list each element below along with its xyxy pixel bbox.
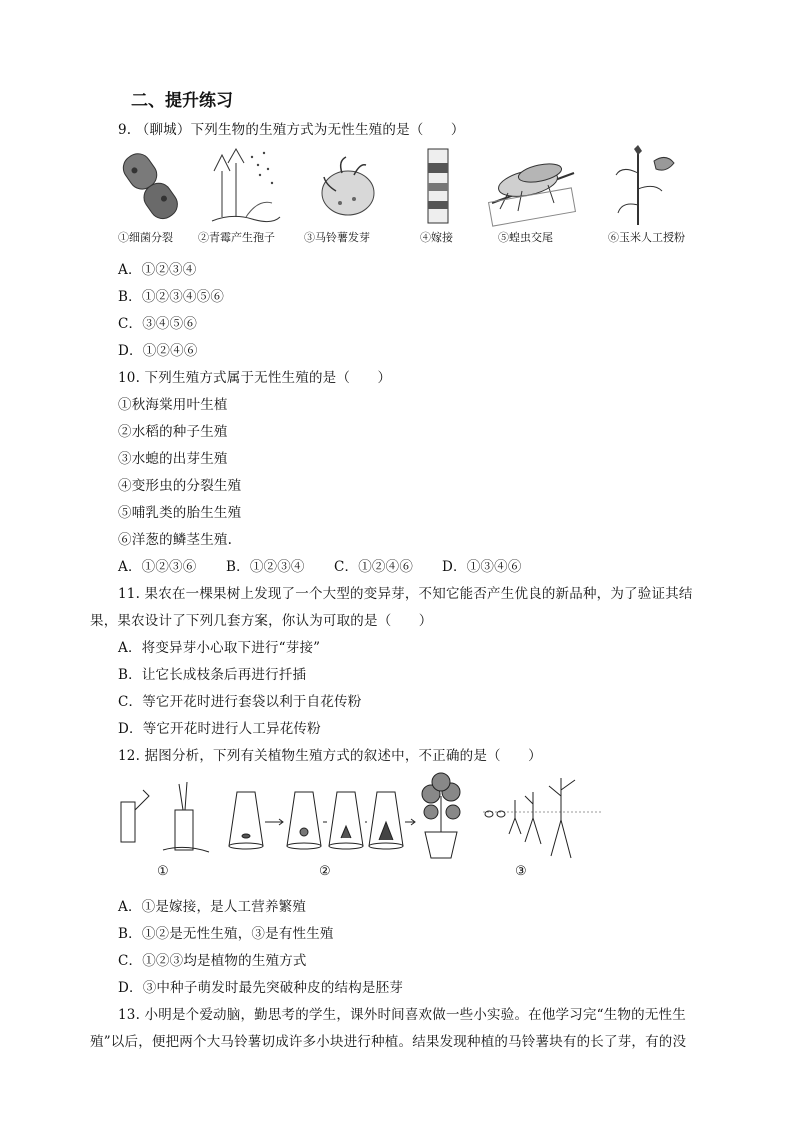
q12-option-a: A．①是嫁接，是人工营养繁殖 <box>118 899 307 915</box>
q11-stem-line1: 11. 果农在一棵果树上发现了一个大型的变异芽，不知它能否产生优良的新品种，为了验证其结 <box>118 586 693 602</box>
q9-option-b: B．①②③④⑤⑥ <box>118 289 225 305</box>
q9-caption-3: ③马铃薯发芽 <box>304 231 370 244</box>
q10-option-c: C．①②④⑥ <box>334 559 414 575</box>
q9-caption-1: ①细菌分裂 <box>118 231 173 244</box>
q10-option-b: B．①②③④ <box>226 559 305 575</box>
q11-option-c: C．等它开花时进行套袋以利于自花传粉 <box>118 694 362 710</box>
bacteria-division-image <box>112 143 192 227</box>
q13-line2: 殖”以后，便把两个大马铃薯切成许多小块进行种植。结果发现种植的马铃薯块有的长了芽，有的没 <box>90 1034 687 1050</box>
potato-sprout-image <box>308 143 388 227</box>
q10-item-3: ③水螅的出芽生殖 <box>118 451 228 467</box>
q9-option-c: C．③④⑤⑥ <box>118 316 198 332</box>
q13-line1: 13. 小明是个爱动脑，勤思考的学生，课外时间喜欢做一些小实验。在他学习完“生物的无性生 <box>118 1007 686 1023</box>
q12-option-c: C．①②③均是植物的生殖方式 <box>118 953 307 969</box>
q12-option-b: B．①②是无性生殖，③是有性生殖 <box>118 926 334 942</box>
q10-item-2: ②水稻的种子生殖 <box>118 424 228 440</box>
q12-label-1: ① <box>157 864 169 879</box>
q10-option-d: D．①③④⑥ <box>442 559 522 575</box>
q9-option-d: D．①②④⑥ <box>118 343 198 359</box>
q11-option-a: A．将变异芽小心取下进行“芽接” <box>118 640 321 656</box>
q12-label-2: ② <box>319 864 331 879</box>
locust-mating-image <box>488 143 578 227</box>
q11-option-d: D．等它开花时进行人工异花传粉 <box>118 721 321 737</box>
q9-caption-2: ②青霉产生孢子 <box>198 231 275 244</box>
q12-option-d: D．③中种子萌发时最先突破种皮的结构是胚芽 <box>118 980 404 996</box>
grafting-image <box>414 143 464 227</box>
q10-item-1: ①秋海棠用叶生植 <box>118 397 228 413</box>
q9-caption-4: ④嫁接 <box>420 231 453 244</box>
q10-option-a: A．①②③⑥ <box>118 559 197 575</box>
q9-caption-5: ⑤蝗虫交尾 <box>498 231 553 244</box>
q9-figure-row <box>112 143 702 253</box>
q11-stem-line2: 果，果农设计了下列几套方案，你认为可取的是（ ） <box>90 613 433 629</box>
corn-pollination-image <box>608 143 688 227</box>
section-title: 二、提升练习 <box>131 91 233 111</box>
q9-option-a: A．①②③④ <box>118 262 197 278</box>
q11-option-b: B．让它长成枝条后再进行扦插 <box>118 667 307 683</box>
q9-caption-6: ⑥玉米人工授粉 <box>608 231 685 244</box>
penicillium-spores-image <box>202 143 282 227</box>
q10-stem: 10. 下列生殖方式属于无性生殖的是（ ） <box>118 370 392 386</box>
q10-item-4: ④变形虫的分裂生殖 <box>118 478 242 494</box>
q9-stem: 9. （聊城）下列生物的生殖方式为无性生殖的是（ ） <box>118 122 465 138</box>
q12-figure <box>113 772 603 882</box>
q10-item-6: ⑥洋葱的鳞茎生殖. <box>118 532 233 548</box>
q12-label-3: ③ <box>515 864 527 879</box>
q10-item-5: ⑤哺乳类的胎生生殖 <box>118 505 242 521</box>
q12-stem: 12. 据图分析，下列有关植物生殖方式的叙述中，不正确的是（ ） <box>118 748 542 764</box>
plant-reproduction-diagram <box>113 772 603 862</box>
